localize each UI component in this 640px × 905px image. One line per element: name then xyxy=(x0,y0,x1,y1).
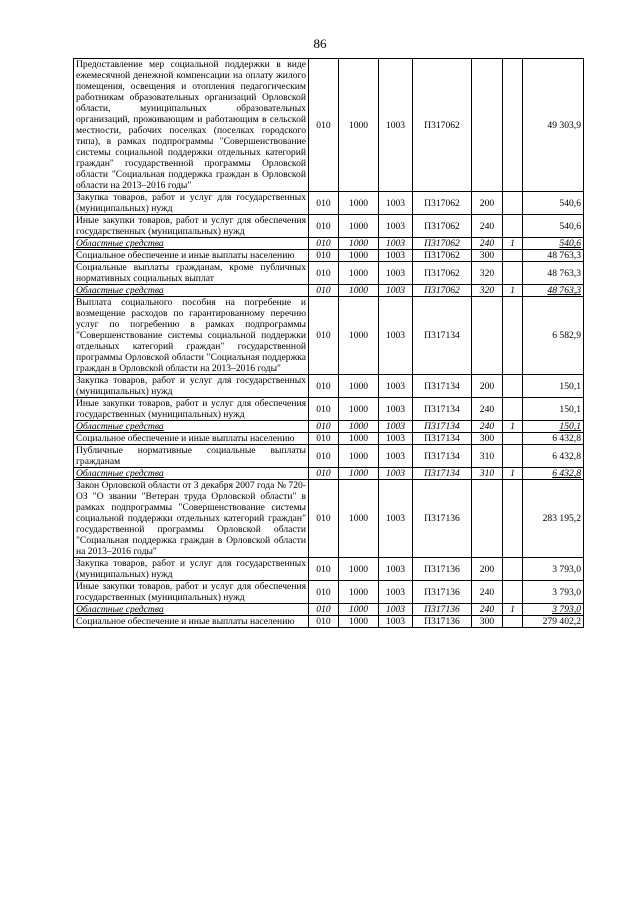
target-article-cell: П317134 xyxy=(413,297,472,375)
section-code-cell: 1000 xyxy=(339,215,379,238)
grbs-code-cell: 010 xyxy=(309,285,339,297)
section-code-cell: 1000 xyxy=(339,398,379,421)
expense-type-cell: 320 xyxy=(472,285,503,297)
table-row xyxy=(74,480,584,558)
row-name-cell: Закупка товаров, работ и услуг для государственных (муниципальных) нужд xyxy=(74,558,309,581)
row-name-cell: Выплата социального пособия на погребение и возмещение расходов по гарантированному перечню услуг по погребению в рамках подпрограммы "Совершенствование системы социальной поддержки отдельных категорий граждан" государственной программы Орловской области "Социальная поддержка граждан в Орловской области на 2013–2016 годы" xyxy=(74,297,309,375)
target-article-cell: П317062 xyxy=(413,262,472,285)
funding-source-cell: 1 xyxy=(503,604,523,616)
grbs-code-cell: 010 xyxy=(309,59,339,192)
page-number: 86 xyxy=(313,36,327,51)
table-row xyxy=(74,604,584,616)
row-name-cell: Закон Орловской области от 3 декабря 2007 года № 720-ОЗ "О звании "Ветеран труда Орловской области" в рамках подпрограммы "Совершенствование системы социальной поддержки отдельных категорий граждан" государственной программы Орловской области "Социальная поддержка граждан в Орловской области на 2013–2016 годы" xyxy=(74,480,309,558)
funding-source-cell xyxy=(503,433,523,445)
subsection-code-cell: 1003 xyxy=(379,398,413,421)
subsection-code-cell: 1003 xyxy=(379,558,413,581)
table-row xyxy=(74,250,584,262)
subsection-code-cell: 1003 xyxy=(379,375,413,398)
amount-cell: 150,1 xyxy=(523,421,584,433)
amount-cell: 49 303,9 xyxy=(523,59,584,192)
section-code-cell: 1000 xyxy=(339,445,379,468)
target-article-cell: П317062 xyxy=(413,59,472,192)
row-name-cell: Социальное обеспечение и иные выплаты населению xyxy=(74,433,309,445)
funding-source-cell xyxy=(503,215,523,238)
amount-cell: 540,6 xyxy=(523,215,584,238)
grbs-code-cell: 010 xyxy=(309,375,339,398)
section-code-cell: 1000 xyxy=(339,604,379,616)
section-code-cell: 1000 xyxy=(339,375,379,398)
subsection-code-cell: 1003 xyxy=(379,285,413,297)
subsection-code-cell: 1003 xyxy=(379,297,413,375)
grbs-code-cell: 010 xyxy=(309,468,339,480)
expense-type-cell: 310 xyxy=(472,445,503,468)
funding-source-cell: 1 xyxy=(503,421,523,433)
amount-cell: 150,1 xyxy=(523,375,584,398)
table-row xyxy=(74,445,584,468)
section-code-cell: 1000 xyxy=(339,558,379,581)
table-row xyxy=(74,375,584,398)
section-code-cell: 1000 xyxy=(339,581,379,604)
table-row xyxy=(74,581,584,604)
subsection-code-cell: 1003 xyxy=(379,59,413,192)
subsection-code-cell: 1003 xyxy=(379,262,413,285)
grbs-code-cell: 010 xyxy=(309,616,339,628)
table-row xyxy=(74,616,584,628)
amount-cell: 6 432,8 xyxy=(523,433,584,445)
amount-cell: 6 582,9 xyxy=(523,297,584,375)
target-article-cell: П317134 xyxy=(413,433,472,445)
target-article-cell: П317136 xyxy=(413,480,472,558)
section-code-cell: 1000 xyxy=(339,285,379,297)
grbs-code-cell: 010 xyxy=(309,262,339,285)
table-row xyxy=(74,238,584,250)
amount-cell: 150,1 xyxy=(523,398,584,421)
table-row xyxy=(74,421,584,433)
row-name-cell: Закупка товаров, работ и услуг для государственных (муниципальных) нужд xyxy=(74,192,309,215)
funding-source-cell xyxy=(503,480,523,558)
amount-cell: 283 195,2 xyxy=(523,480,584,558)
target-article-cell: П317134 xyxy=(413,445,472,468)
grbs-code-cell: 010 xyxy=(309,558,339,581)
target-article-cell: П317062 xyxy=(413,192,472,215)
section-code-cell: 1000 xyxy=(339,468,379,480)
table-row xyxy=(74,192,584,215)
amount-cell: 540,6 xyxy=(523,192,584,215)
row-name-cell: Областные средства xyxy=(74,238,309,250)
table-row xyxy=(74,297,584,375)
row-name-cell: Областные средства xyxy=(74,421,309,433)
row-name-cell: Публичные нормативные социальные выплаты гражданам xyxy=(74,445,309,468)
funding-source-cell xyxy=(503,616,523,628)
table-body xyxy=(74,59,584,628)
expense-type-cell: 240 xyxy=(472,604,503,616)
grbs-code-cell: 010 xyxy=(309,250,339,262)
expense-type-cell: 240 xyxy=(472,398,503,421)
row-name-cell: Социальное обеспечение и иные выплаты населению xyxy=(74,616,309,628)
row-name-cell: Иные закупки товаров, работ и услуг для обеспечения государственных (муниципальных) нужд xyxy=(74,398,309,421)
expense-type-cell: 200 xyxy=(472,558,503,581)
subsection-code-cell: 1003 xyxy=(379,445,413,468)
row-name-cell: Предоставление мер социальной поддержки в виде ежемесячной денежной компенсации на оплату жилого помещения, освещения и отопления педагогическим работникам образовательных организаций Орловской области, муниципальных образовательных организаций, проживающим и работающим в сельской местности, рабочих поселках (поселках городского типа), в рамках подпрограммы "Совершенствование системы социальной поддержки отдельных категорий граждан" государственной программы Орловской области "Социальная поддержка граждан в Орловской области на 2013–2016 годы" xyxy=(74,59,309,192)
amount-cell: 48 763,3 xyxy=(523,250,584,262)
subsection-code-cell: 1003 xyxy=(379,215,413,238)
table-row xyxy=(74,468,584,480)
subsection-code-cell: 1003 xyxy=(379,468,413,480)
subsection-code-cell: 1003 xyxy=(379,238,413,250)
funding-source-cell xyxy=(503,262,523,285)
funding-source-cell: 1 xyxy=(503,285,523,297)
table-row xyxy=(74,215,584,238)
subsection-code-cell: 1003 xyxy=(379,581,413,604)
row-name-cell: Закупка товаров, работ и услуг для государственных (муниципальных) нужд xyxy=(74,375,309,398)
row-name-cell: Социальное обеспечение и иные выплаты населению xyxy=(74,250,309,262)
expense-type-cell: 240 xyxy=(472,421,503,433)
subsection-code-cell: 1003 xyxy=(379,421,413,433)
subsection-code-cell: 1003 xyxy=(379,250,413,262)
section-code-cell: 1000 xyxy=(339,433,379,445)
expense-type-cell: 300 xyxy=(472,616,503,628)
expense-type-cell: 200 xyxy=(472,375,503,398)
target-article-cell: П317062 xyxy=(413,250,472,262)
table-row xyxy=(74,433,584,445)
target-article-cell: П317134 xyxy=(413,421,472,433)
section-code-cell: 1000 xyxy=(339,297,379,375)
amount-cell: 279 402,2 xyxy=(523,616,584,628)
amount-cell: 3 793,0 xyxy=(523,604,584,616)
target-article-cell: П317136 xyxy=(413,616,472,628)
funding-source-cell xyxy=(503,375,523,398)
expense-type-cell: 300 xyxy=(472,433,503,445)
target-article-cell: П317134 xyxy=(413,398,472,421)
target-article-cell: П317134 xyxy=(413,375,472,398)
funding-source-cell xyxy=(503,581,523,604)
expense-type-cell: 320 xyxy=(472,262,503,285)
grbs-code-cell: 010 xyxy=(309,581,339,604)
target-article-cell: П317134 xyxy=(413,468,472,480)
row-name-cell: Областные средства xyxy=(74,285,309,297)
table-row xyxy=(74,398,584,421)
budget-table xyxy=(73,58,584,628)
amount-cell: 6 432,8 xyxy=(523,445,584,468)
row-name-cell: Иные закупки товаров, работ и услуг для обеспечения государственных (муниципальных) нужд xyxy=(74,581,309,604)
target-article-cell: П317136 xyxy=(413,581,472,604)
funding-source-cell: 1 xyxy=(503,238,523,250)
row-name-cell: Областные средства xyxy=(74,604,309,616)
row-name-cell: Областные средства xyxy=(74,468,309,480)
subsection-code-cell: 1003 xyxy=(379,616,413,628)
expense-type-cell: 200 xyxy=(472,192,503,215)
grbs-code-cell: 010 xyxy=(309,398,339,421)
expense-type-cell xyxy=(472,480,503,558)
section-code-cell: 1000 xyxy=(339,616,379,628)
subsection-code-cell: 1003 xyxy=(379,604,413,616)
grbs-code-cell: 010 xyxy=(309,604,339,616)
target-article-cell: П317062 xyxy=(413,238,472,250)
section-code-cell: 1000 xyxy=(339,192,379,215)
table-row xyxy=(74,558,584,581)
amount-cell: 3 793,0 xyxy=(523,558,584,581)
target-article-cell: П317136 xyxy=(413,558,472,581)
subsection-code-cell: 1003 xyxy=(379,480,413,558)
funding-source-cell xyxy=(503,250,523,262)
grbs-code-cell: 010 xyxy=(309,238,339,250)
table-row xyxy=(74,262,584,285)
section-code-cell: 1000 xyxy=(339,59,379,192)
funding-source-cell xyxy=(503,398,523,421)
amount-cell: 48 763,3 xyxy=(523,285,584,297)
grbs-code-cell: 010 xyxy=(309,421,339,433)
funding-source-cell xyxy=(503,297,523,375)
amount-cell: 3 793,0 xyxy=(523,581,584,604)
grbs-code-cell: 010 xyxy=(309,433,339,445)
section-code-cell: 1000 xyxy=(339,421,379,433)
target-article-cell: П317136 xyxy=(413,604,472,616)
grbs-code-cell: 010 xyxy=(309,445,339,468)
table-row xyxy=(74,59,584,192)
target-article-cell: П317062 xyxy=(413,285,472,297)
funding-source-cell: 1 xyxy=(503,468,523,480)
row-name-cell: Социальные выплаты гражданам, кроме публичных нормативных социальных выплат xyxy=(74,262,309,285)
expense-type-cell: 240 xyxy=(472,581,503,604)
amount-cell: 48 763,3 xyxy=(523,262,584,285)
expense-type-cell: 300 xyxy=(472,250,503,262)
grbs-code-cell: 010 xyxy=(309,297,339,375)
amount-cell: 6 432,8 xyxy=(523,468,584,480)
section-code-cell: 1000 xyxy=(339,262,379,285)
funding-source-cell xyxy=(503,558,523,581)
section-code-cell: 1000 xyxy=(339,238,379,250)
row-name-cell: Иные закупки товаров, работ и услуг для обеспечения государственных (муниципальных) нужд xyxy=(74,215,309,238)
amount-cell: 540,6 xyxy=(523,238,584,250)
subsection-code-cell: 1003 xyxy=(379,433,413,445)
expense-type-cell xyxy=(472,297,503,375)
expense-type-cell: 240 xyxy=(472,215,503,238)
funding-source-cell xyxy=(503,192,523,215)
expense-type-cell xyxy=(472,59,503,192)
grbs-code-cell: 010 xyxy=(309,192,339,215)
section-code-cell: 1000 xyxy=(339,480,379,558)
funding-source-cell xyxy=(503,445,523,468)
expense-type-cell: 310 xyxy=(472,468,503,480)
funding-source-cell xyxy=(503,59,523,192)
subsection-code-cell: 1003 xyxy=(379,192,413,215)
target-article-cell: П317062 xyxy=(413,215,472,238)
section-code-cell: 1000 xyxy=(339,250,379,262)
grbs-code-cell: 010 xyxy=(309,480,339,558)
expense-type-cell: 240 xyxy=(472,238,503,250)
grbs-code-cell: 010 xyxy=(309,215,339,238)
table-row xyxy=(74,285,584,297)
